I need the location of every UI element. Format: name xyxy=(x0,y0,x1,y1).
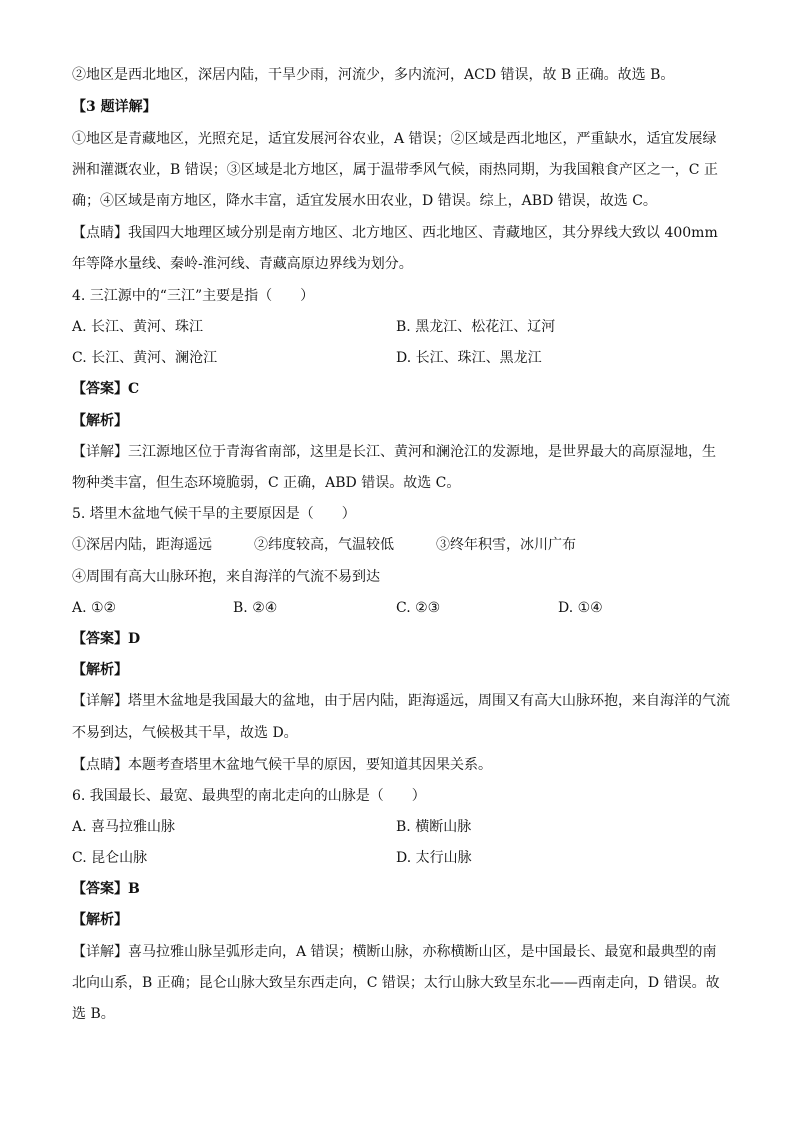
q5-option-d: D. ①④ xyxy=(558,600,603,616)
q5-choice-1: ①深居内陆，距海遥远 xyxy=(72,537,212,553)
section-heading: 【3 题详解】 xyxy=(72,99,157,115)
q4-option-d: D. 长江、珠江、黑龙江 xyxy=(396,350,542,366)
q6-option-d: D. 太行山脉 xyxy=(396,850,472,866)
tip-line: 【点睛】我国四大地理区域分别是南方地区、北方地区、西北地区、青藏地区，其分界线大致以 400mm xyxy=(72,225,718,241)
q6-analysis-label: 【解析】 xyxy=(72,912,128,928)
q6-option-b: B. 横断山脉 xyxy=(396,819,472,835)
q5-choice-4: ④周围有高大山脉环抱，来自海洋的气流不易到达 xyxy=(72,569,380,585)
q4-analysis-label: 【解析】 xyxy=(72,413,128,429)
q5-detail-line: 不易到达，气候极其干旱，故选 D。 xyxy=(72,725,298,741)
q4-option-b: B. 黑龙江、松花江、辽河 xyxy=(396,319,556,335)
text-line: 确；④区域是南方地区，降水丰富，适宜发展水田农业，D 错误。综上，ABD 错误，故选 C。 xyxy=(72,193,657,209)
q4-detail-line: 物种类丰富，但生态环境脆弱，C 正确，ABD 错误。故选 C。 xyxy=(72,475,461,491)
q4-detail-line: 【详解】三江源地区位于青海省南部，这里是长江、黄河和澜沧江的发源地，是世界最大的高原湿地，生 xyxy=(72,444,716,460)
q5-detail-line: 【详解】塔里木盆地是我国最大的盆地，由于居内陆，距海遥远，周围又有高大山脉环抱，来自海洋的气流 xyxy=(72,693,730,709)
q4-option-c: C. 长江、黄河、澜沧江 xyxy=(72,350,218,366)
q6-detail-line: 选 B。 xyxy=(72,1006,115,1022)
q5-answer: 【答案】D xyxy=(72,631,141,647)
q6-detail-line: 【详解】喜马拉雅山脉呈弧形走向，A 错误；横断山脉，亦称横断山区，是中国最长、最宽和最典型的南 xyxy=(72,944,717,960)
q5-option-c: C. ②③ xyxy=(396,600,441,616)
q4-answer: 【答案】C xyxy=(72,381,140,397)
q5-choice-3: ③终年积雪，冰川广布 xyxy=(436,537,576,553)
question-4-stem: 4. 三江源中的“三江”主要是指（ ） xyxy=(72,288,315,304)
q5-option-a: A. ①② xyxy=(72,600,117,616)
q4-option-a: A. 长江、黄河、珠江 xyxy=(72,319,204,335)
question-6-stem: 6. 我国最长、最宽、最典型的南北走向的山脉是（ ） xyxy=(72,788,426,804)
question-5-stem: 5. 塔里木盆地气候干旱的主要原因是（ ） xyxy=(72,506,356,522)
q5-choice-2: ②纬度较高，气温较低 xyxy=(254,537,394,553)
text-line: 洲和灌溉农业，B 错误；③区域是北方地区，属于温带季风气候，雨热同期，为我国粮食产区之一，C 正 xyxy=(72,162,718,178)
q6-option-c: C. 昆仑山脉 xyxy=(72,850,148,866)
text-line: ②地区是西北地区，深居内陆，干旱少雨，河流少，多内流河，ACD 错误，故 B 正确。故选 B。 xyxy=(72,67,675,83)
text-line: ①地区是青藏地区，光照充足，适宜发展河谷农业，A 错误；②区域是西北地区，严重缺水，适宜发展绿 xyxy=(72,131,717,147)
q5-analysis-label: 【解析】 xyxy=(72,662,128,678)
q6-answer: 【答案】B xyxy=(72,881,140,897)
q5-option-b: B. ②④ xyxy=(233,600,278,616)
q6-option-a: A. 喜马拉雅山脉 xyxy=(72,819,176,835)
q5-tip: 【点睛】本题考查塔里木盆地气候干旱的原因，要知道其因果关系。 xyxy=(72,757,492,773)
text-line: 年等降水量线、秦岭-淮河线、青藏高原边界线为划分。 xyxy=(72,256,413,272)
q6-detail-line: 北向山系，B 正确；昆仑山脉大致呈东西走向，C 错误；太行山脉大致呈东北——西南走向，D 错误。故 xyxy=(72,975,720,991)
